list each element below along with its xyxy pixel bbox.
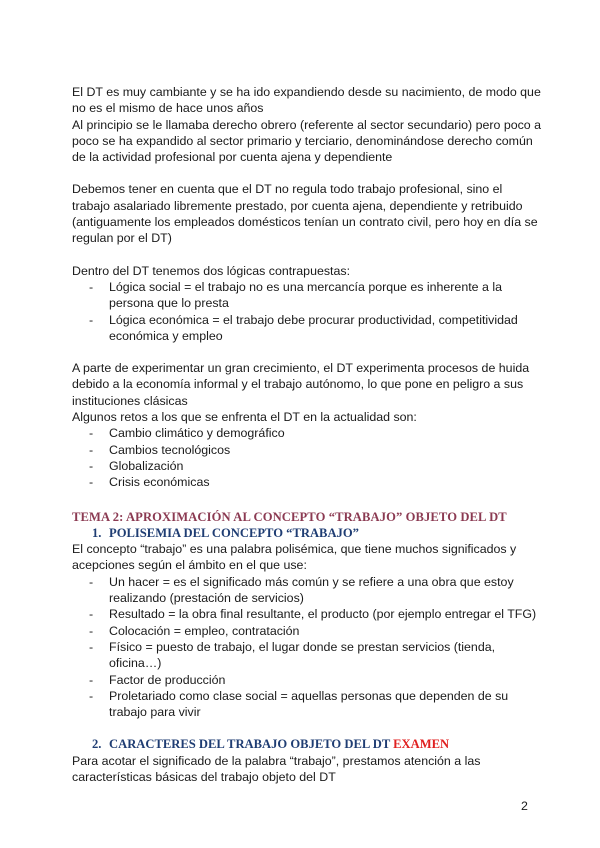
page-number: 2 (521, 799, 528, 813)
list-item: - Cambios tecnológicos (72, 442, 542, 458)
section-1-title: POLISEMIA DEL CONCEPTO “TRABAJO” (109, 525, 359, 540)
list-item: - Globalización (72, 458, 542, 474)
intro-paragraph-3: Debemos tener en cuenta que el DT no regula todo trabajo profesional, sino el trabajo asalariado libremente prestado, por cuenta ajena, dependiente y retribuido (antiguamente los empleados domésticos tenían un contrato civil, pero hoy en día se regulan por el DT) (72, 182, 538, 246)
logicas-list (72, 279, 542, 344)
acepciones-list (72, 574, 542, 721)
section-1-heading (72, 525, 542, 541)
section-2-title: CARACTERES DEL TRABAJO OBJETO DEL DT (109, 737, 390, 752)
exam-tag: EXAMEN (393, 737, 450, 752)
section-1-number: 1. (92, 525, 102, 540)
list-item: - Lógica social = el trabajo no es una mercancía porque es inherente a la persona que lo presta (72, 279, 542, 312)
retos-list (72, 425, 542, 490)
intro-paragraph-1: El DT es muy cambiante y se ha ido expandiendo desde su nacimiento, de modo que no es el mismo de hace unos años (72, 85, 541, 116)
list-item: - Un hacer = es el significado más común y se refiere a una obra que estoy realizando (prestación de servicios) (72, 574, 542, 607)
list-item: - Físico = puesto de trabajo, el lugar donde se prestan servicios (tienda, oficina…) (72, 639, 542, 672)
list-item: - Resultado = la obra final resultante, el producto (por ejemplo entregar el TFG) (72, 606, 542, 622)
intro-paragraph-2: Al principio se le llamaba derecho obrero (referente al sector secundario) pero poco a poco se ha expandido al sector primario y terciario, denominándose derecho común de la actividad profesional por cuenta ajena y dependiente (72, 117, 542, 165)
tema-2-heading: TEMA 2: APROXIMACIÓN AL CONCEPTO “TRABAJO” OBJETO DEL DT (72, 509, 507, 524)
list-item: - Crisis económicas (72, 474, 542, 490)
section-2-paragraph: Para acotar el significado de la palabra “trabajo”, prestamos atención a las características básicas del trabajo objeto del DT (72, 753, 481, 784)
section-2-heading (72, 736, 542, 752)
intro-paragraph-5: A parte de experimentar un gran crecimiento, el DT experimenta procesos de huida debido a la economía informal y el trabajo autónomo, lo que pone en peligro a sus instituciones clásicas (72, 361, 530, 408)
logicas-heading: Dentro del DT tenemos dos lógicas contrapuestas: (72, 263, 351, 278)
section-1-paragraph: El concepto “trabajo” es una palabra polisémica, que tiene muchos significados y acepciones según el ámbito en el que use: (72, 542, 517, 573)
retos-heading: Algunos retos a los que se enfrenta el DT en la actualidad son: (72, 410, 417, 425)
list-item: - Cambio climático y demográfico (72, 425, 542, 441)
document-page (72, 84, 542, 785)
list-item: - Factor de producción (72, 672, 542, 688)
section-2-number: 2. (92, 737, 102, 752)
list-item: - Colocación = empleo, contratación (72, 623, 542, 639)
list-item: - Lógica económica = el trabajo debe procurar productividad, competitividad económica y empleo (72, 312, 542, 345)
list-item: - Proletariado como clase social = aquellas personas que dependen de su trabajo para vivir (72, 688, 542, 721)
